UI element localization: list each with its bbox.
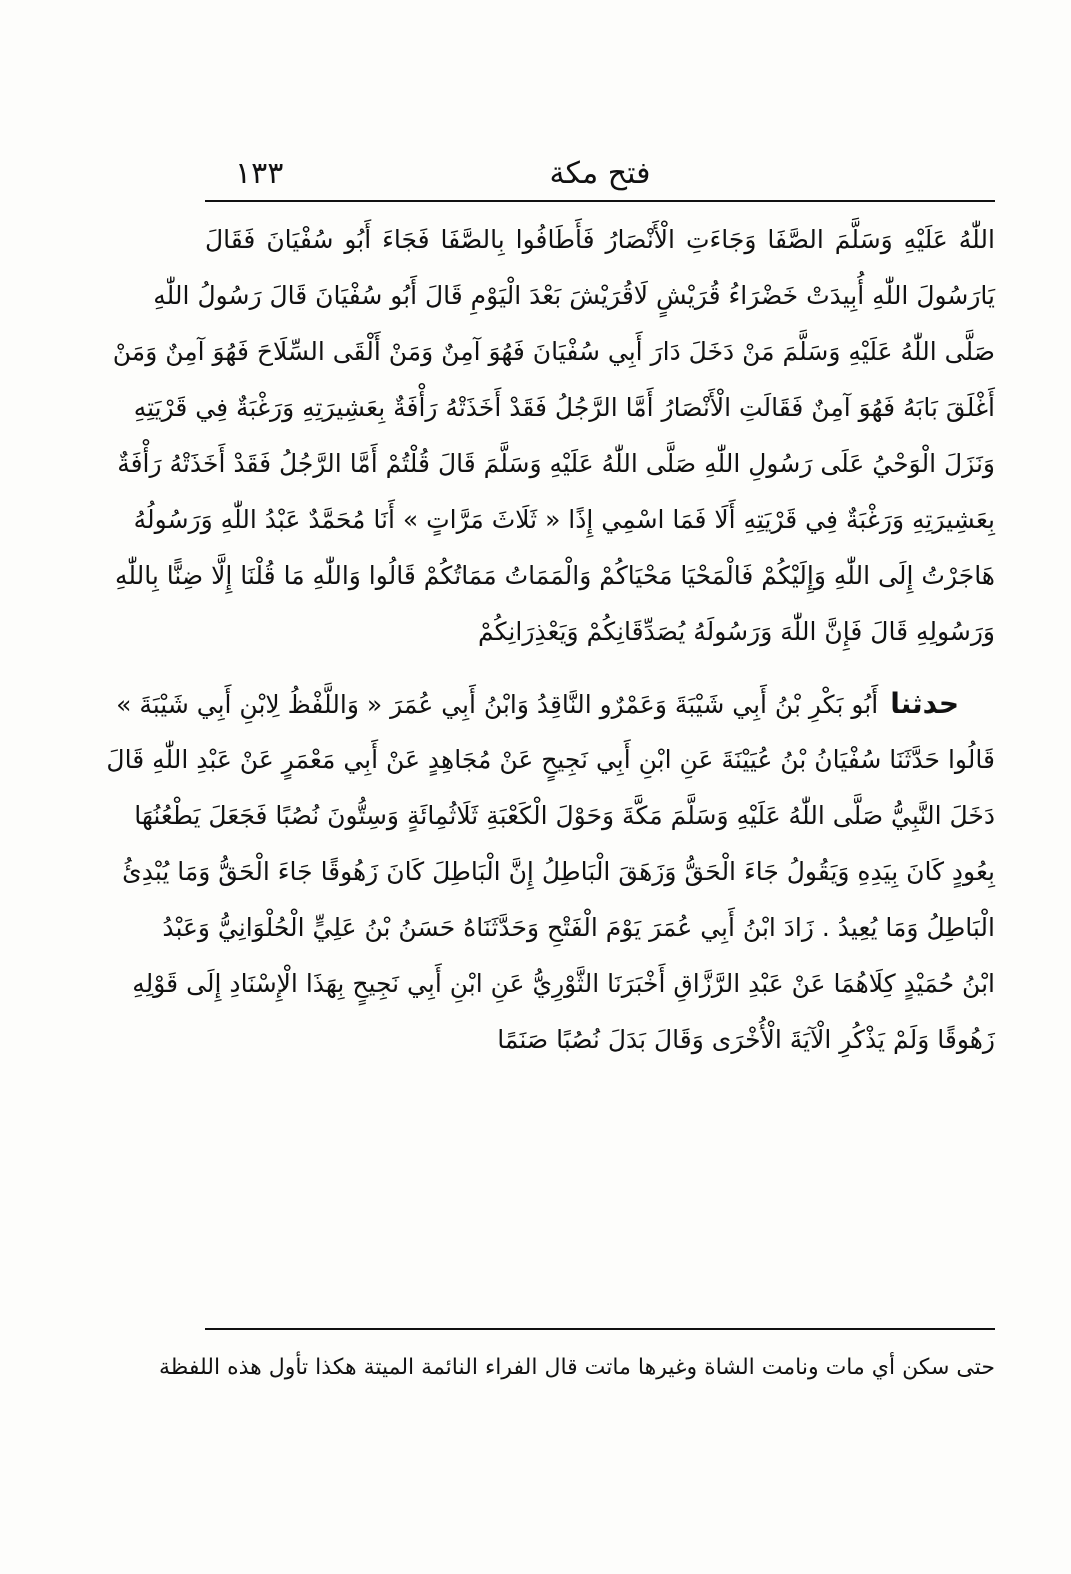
text-line: زَهُوقًا وَلَمْ يَذْكُرِ الْآيَةَ الْأُخْرَى وَقَالَ بَدَلَ نُصُبًا صَنَمًا — [497, 1025, 995, 1054]
text-line: وَرَسُولِهِ قَالَ فَإِنَّ اللّٰهَ وَرَسُولَهُ يُصَدِّقَانِكُمْ وَيَعْذِرَانِكُمْ — [477, 617, 995, 646]
text-line: الْبَاطِلُ وَمَا يُعِيدُ . زَادَ ابْنُ أَبِي عُمَرَ يَوْمَ الْفَتْحِ وَحَدَّثَنَاهُ حَسَنُ بْنُ عَلِيٍّ الْحُلْوَانِيُّ وَعَبْدُ — [162, 913, 995, 942]
text-line-content: أَبُو بَكْرِ بْنُ أَبِي شَيْبَةَ وَعَمْرٌو النَّاقِدُ وَابْنُ أَبِي عُمَرَ « وَاللَّفْظُ لِابْنِ أَبِي شَيْبَةَ » — [116, 690, 879, 719]
text-line: بِعَشِيرَتِهِ وَرَغْبَةٌ فِي قَرْيَتِهِ أَلَا فَمَا اسْمِي إِذًا « ثَلَاثَ مَرَّاتٍ » أَنَا مُحَمَّدٌ عَبْدُ اللّٰهِ وَرَسُولُهُ — [133, 505, 995, 534]
text-line: أَغْلَقَ بَابَهُ فَهُوَ آمِنٌ فَقَالَتِ الْأَنْصَارُ أَمَّا الرَّجُلُ فَقَدْ أَخَذَتْهُ رَأْفَةٌ بِعَشِيرَتِهِ وَرَغْبَةٌ فِي قَرْيَتِهِ — [133, 393, 995, 422]
page-number: ١٣٣ — [235, 156, 284, 191]
text-line: صَلَّى اللّٰهُ عَلَيْهِ وَسَلَّمَ مَنْ دَخَلَ دَارَ أَبِي سُفْيَانَ فَهُوَ آمِنٌ وَمَنْ أَلْقَى السِّلَاحَ فَهُوَ آمِنٌ وَمَنْ — [112, 337, 995, 366]
page-header — [205, 150, 995, 198]
header-rule — [205, 200, 995, 202]
paragraph-gap — [205, 660, 995, 676]
text-line — [116, 676, 995, 732]
footnote: حتى سكن أي مات ونامت الشاة وغيرها ماتت قال الفراء النائمة الميتة هكذا تأول هذه اللفظة — [159, 1355, 995, 1380]
text-line: يَارَسُولَ اللّٰهِ أُبِيدَتْ خَضْرَاءُ قُرَيْشٍ لَاقُرَيْشَ بَعْدَ الْيَوْمِ قَالَ أَبُو سُفْيَانَ قَالَ رَسُولُ اللّٰهِ — [153, 281, 995, 310]
hadith-lead-word: حدثنا — [890, 687, 959, 720]
footnote-rule — [205, 1328, 995, 1330]
text-line: دَخَلَ النَّبِيُّ صَلَّى اللّٰهُ عَلَيْهِ وَسَلَّمَ مَكَّةَ وَحَوْلَ الْكَعْبَةِ ثَلَاثُمِائَةٍ وَسِتُّونَ نُصُبًا فَجَعَلَ يَطْعُنُهَا — [134, 801, 995, 830]
text-line: ابْنُ حُمَيْدٍ كِلَاهُمَا عَنْ عَبْدِ الرَّزَّاقِ أَخْبَرَنَا الثَّوْرِيُّ عَنِ ابْنِ أَبِي نَجِيحٍ بِهَذَا الْإِسْنَادِ إِلَى قَوْلِهِ — [132, 969, 995, 998]
text-line: بِعُودٍ كَانَ بِيَدِهِ وَيَقُولُ جَاءَ الْحَقُّ وَزَهَقَ الْبَاطِلُ إِنَّ الْبَاطِلَ كَانَ زَهُوقًا جَاءَ الْحَقُّ وَمَا يُبْدِئُ — [122, 857, 995, 886]
text-line: هَاجَرْتُ إِلَى اللّٰهِ وَإِلَيْكُمْ فَالْمَحْيَا مَحْيَاكُمْ وَالْمَمَاتُ مَمَاتُكُمْ قَالُوا وَاللّٰهِ مَا قُلْنَا إِلَّا ضِنًّا بِاللّٰهِ — [114, 561, 995, 590]
main-text — [106, 212, 995, 1068]
text-line: وَنَزَلَ الْوَحْيُ عَلَى رَسُولِ اللّٰهِ صَلَّى اللّٰهُ عَلَيْهِ وَسَلَّمَ قَالَ قُلْتُمْ أَمَّا الرَّجُلُ فَقَدْ أَخَذَتْهُ رَأْفَةٌ — [117, 449, 995, 478]
text-line: اللّٰهُ عَلَيْهِ وَسَلَّمَ الصَّفَا وَجَاءَتِ الْأَنْصَارُ فَأَطَافُوا بِالصَّفَا فَجَاءَ أَبُو سُفْيَانَ فَقَالَ — [205, 225, 995, 254]
text-line: قَالُوا حَدَّثَنَا سُفْيَانُ بْنُ عُيَيْنَةَ عَنِ ابْنِ أَبِي نَجِيحٍ عَنْ مُجَاهِدٍ عَنْ أَبِي مَعْمَرٍ عَنْ عَبْدِ اللّٰهِ قَالَ — [106, 745, 995, 774]
running-title: فتح مكة — [549, 156, 651, 191]
